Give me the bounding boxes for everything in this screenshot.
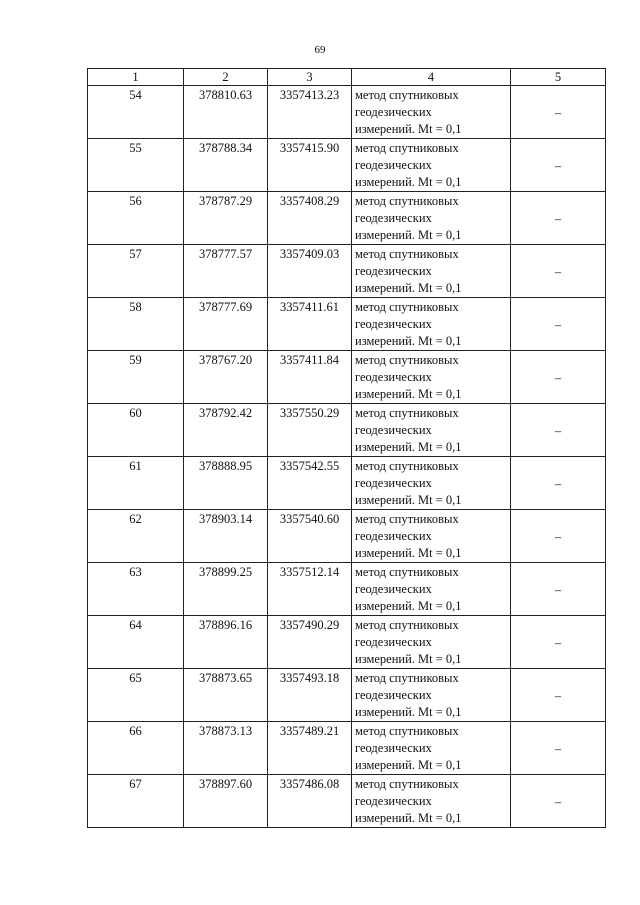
x-coordinate-cell: 378873.65	[184, 669, 268, 722]
y-coordinate-cell: 3357413.23	[268, 86, 352, 139]
method-line-3: измерений. Mt = 0,1	[355, 281, 462, 295]
y-coordinate-cell: 3357486.08	[268, 775, 352, 828]
method-cell	[352, 510, 511, 563]
table-row	[88, 563, 606, 616]
method-line-1: метод спутниковых	[355, 88, 459, 102]
y-coordinate-cell: 3357493.18	[268, 669, 352, 722]
note-cell: –	[511, 404, 606, 457]
point-number-cell: 58	[88, 298, 184, 351]
x-coordinate-cell: 378788.34	[184, 139, 268, 192]
method-line-2: геодезических	[355, 476, 432, 490]
method-line-1: метод спутниковых	[355, 194, 459, 208]
table-row	[88, 351, 606, 404]
x-coordinate-cell: 378787.29	[184, 192, 268, 245]
method-line-3: измерений. Mt = 0,1	[355, 546, 462, 560]
method-line-3: измерений. Mt = 0,1	[355, 811, 462, 825]
table-row	[88, 245, 606, 298]
note-cell: –	[511, 86, 606, 139]
point-number-cell: 54	[88, 86, 184, 139]
table-row	[88, 510, 606, 563]
x-coordinate-cell: 378767.20	[184, 351, 268, 404]
y-coordinate-cell: 3357540.60	[268, 510, 352, 563]
method-cell	[352, 245, 511, 298]
method-line-3: измерений. Mt = 0,1	[355, 334, 462, 348]
method-line-1: метод спутниковых	[355, 618, 459, 632]
y-coordinate-cell: 3357408.29	[268, 192, 352, 245]
note-cell: –	[511, 192, 606, 245]
table-row	[88, 192, 606, 245]
method-cell	[352, 669, 511, 722]
method-line-2: геодезических	[355, 741, 432, 755]
method-cell	[352, 351, 511, 404]
method-line-3: измерений. Mt = 0,1	[355, 228, 462, 242]
method-line-2: геодезических	[355, 264, 432, 278]
table-row	[88, 404, 606, 457]
point-number-cell: 59	[88, 351, 184, 404]
note-cell: –	[511, 351, 606, 404]
method-line-1: метод спутниковых	[355, 406, 459, 420]
table-row	[88, 139, 606, 192]
note-cell: –	[511, 139, 606, 192]
method-line-1: метод спутниковых	[355, 247, 459, 261]
column-header-5: 5	[511, 69, 606, 86]
method-line-1: метод спутниковых	[355, 565, 459, 579]
note-cell: –	[511, 245, 606, 298]
page-number: 69	[314, 44, 326, 56]
y-coordinate-cell: 3357542.55	[268, 457, 352, 510]
method-line-2: геодезических	[355, 635, 432, 649]
method-cell	[352, 404, 511, 457]
x-coordinate-cell: 378888.95	[184, 457, 268, 510]
x-coordinate-cell: 378777.57	[184, 245, 268, 298]
table-header-row	[88, 69, 606, 86]
method-line-2: геодезических	[355, 317, 432, 331]
method-line-3: измерений. Mt = 0,1	[355, 493, 462, 507]
method-line-1: метод спутниковых	[355, 777, 459, 791]
point-number-cell: 61	[88, 457, 184, 510]
point-number-cell: 60	[88, 404, 184, 457]
y-coordinate-cell: 3357489.21	[268, 722, 352, 775]
method-line-2: геодезических	[355, 688, 432, 702]
y-coordinate-cell: 3357512.14	[268, 563, 352, 616]
y-coordinate-cell: 3357490.29	[268, 616, 352, 669]
x-coordinate-cell: 378777.69	[184, 298, 268, 351]
y-coordinate-cell: 3357411.61	[268, 298, 352, 351]
x-coordinate-cell: 378810.63	[184, 86, 268, 139]
method-line-1: метод спутниковых	[355, 353, 459, 367]
method-line-1: метод спутниковых	[355, 459, 459, 473]
point-number-cell: 57	[88, 245, 184, 298]
method-line-2: геодезических	[355, 158, 432, 172]
method-cell	[352, 139, 511, 192]
method-line-2: геодезических	[355, 370, 432, 384]
method-line-3: измерений. Mt = 0,1	[355, 122, 462, 136]
method-cell	[352, 298, 511, 351]
note-cell: –	[511, 669, 606, 722]
method-line-3: измерений. Mt = 0,1	[355, 652, 462, 666]
point-number-cell: 64	[88, 616, 184, 669]
table-row	[88, 298, 606, 351]
note-cell: –	[511, 298, 606, 351]
note-cell: –	[511, 775, 606, 828]
x-coordinate-cell: 378896.16	[184, 616, 268, 669]
table-row	[88, 616, 606, 669]
method-line-2: геодезических	[355, 582, 432, 596]
method-line-1: метод спутниковых	[355, 300, 459, 314]
note-cell: –	[511, 616, 606, 669]
y-coordinate-cell: 3357415.90	[268, 139, 352, 192]
coordinates-table	[87, 68, 606, 828]
method-line-3: измерений. Mt = 0,1	[355, 599, 462, 613]
note-cell: –	[511, 510, 606, 563]
x-coordinate-cell: 378899.25	[184, 563, 268, 616]
y-coordinate-cell: 3357411.84	[268, 351, 352, 404]
method-line-2: геодезических	[355, 211, 432, 225]
point-number-cell: 62	[88, 510, 184, 563]
method-cell	[352, 86, 511, 139]
table-row	[88, 722, 606, 775]
method-line-3: измерений. Mt = 0,1	[355, 440, 462, 454]
table-row	[88, 86, 606, 139]
x-coordinate-cell: 378873.13	[184, 722, 268, 775]
point-number-cell: 65	[88, 669, 184, 722]
method-line-1: метод спутниковых	[355, 512, 459, 526]
method-cell	[352, 616, 511, 669]
point-number-cell: 56	[88, 192, 184, 245]
table-body	[88, 86, 606, 828]
method-line-3: измерений. Mt = 0,1	[355, 758, 462, 772]
method-line-2: геодезических	[355, 529, 432, 543]
method-cell	[352, 457, 511, 510]
point-number-cell: 66	[88, 722, 184, 775]
method-cell	[352, 775, 511, 828]
method-line-2: геодезических	[355, 423, 432, 437]
note-cell: –	[511, 457, 606, 510]
method-cell	[352, 192, 511, 245]
method-line-2: геодезических	[355, 794, 432, 808]
point-number-cell: 55	[88, 139, 184, 192]
method-line-3: измерений. Mt = 0,1	[355, 175, 462, 189]
method-line-1: метод спутниковых	[355, 724, 459, 738]
note-cell: –	[511, 722, 606, 775]
x-coordinate-cell: 378897.60	[184, 775, 268, 828]
method-line-3: измерений. Mt = 0,1	[355, 387, 462, 401]
table-row	[88, 669, 606, 722]
method-line-2: геодезических	[355, 105, 432, 119]
method-cell	[352, 563, 511, 616]
method-line-3: измерений. Mt = 0,1	[355, 705, 462, 719]
table-row	[88, 457, 606, 510]
y-coordinate-cell: 3357409.03	[268, 245, 352, 298]
method-cell	[352, 722, 511, 775]
point-number-cell: 67	[88, 775, 184, 828]
column-header-1: 1	[88, 69, 184, 86]
column-header-4: 4	[352, 69, 511, 86]
point-number-cell: 63	[88, 563, 184, 616]
y-coordinate-cell: 3357550.29	[268, 404, 352, 457]
table-row	[88, 775, 606, 828]
note-cell: –	[511, 563, 606, 616]
x-coordinate-cell: 378792.42	[184, 404, 268, 457]
method-line-1: метод спутниковых	[355, 141, 459, 155]
column-header-2: 2	[184, 69, 268, 86]
column-header-3: 3	[268, 69, 352, 86]
method-line-1: метод спутниковых	[355, 671, 459, 685]
x-coordinate-cell: 378903.14	[184, 510, 268, 563]
